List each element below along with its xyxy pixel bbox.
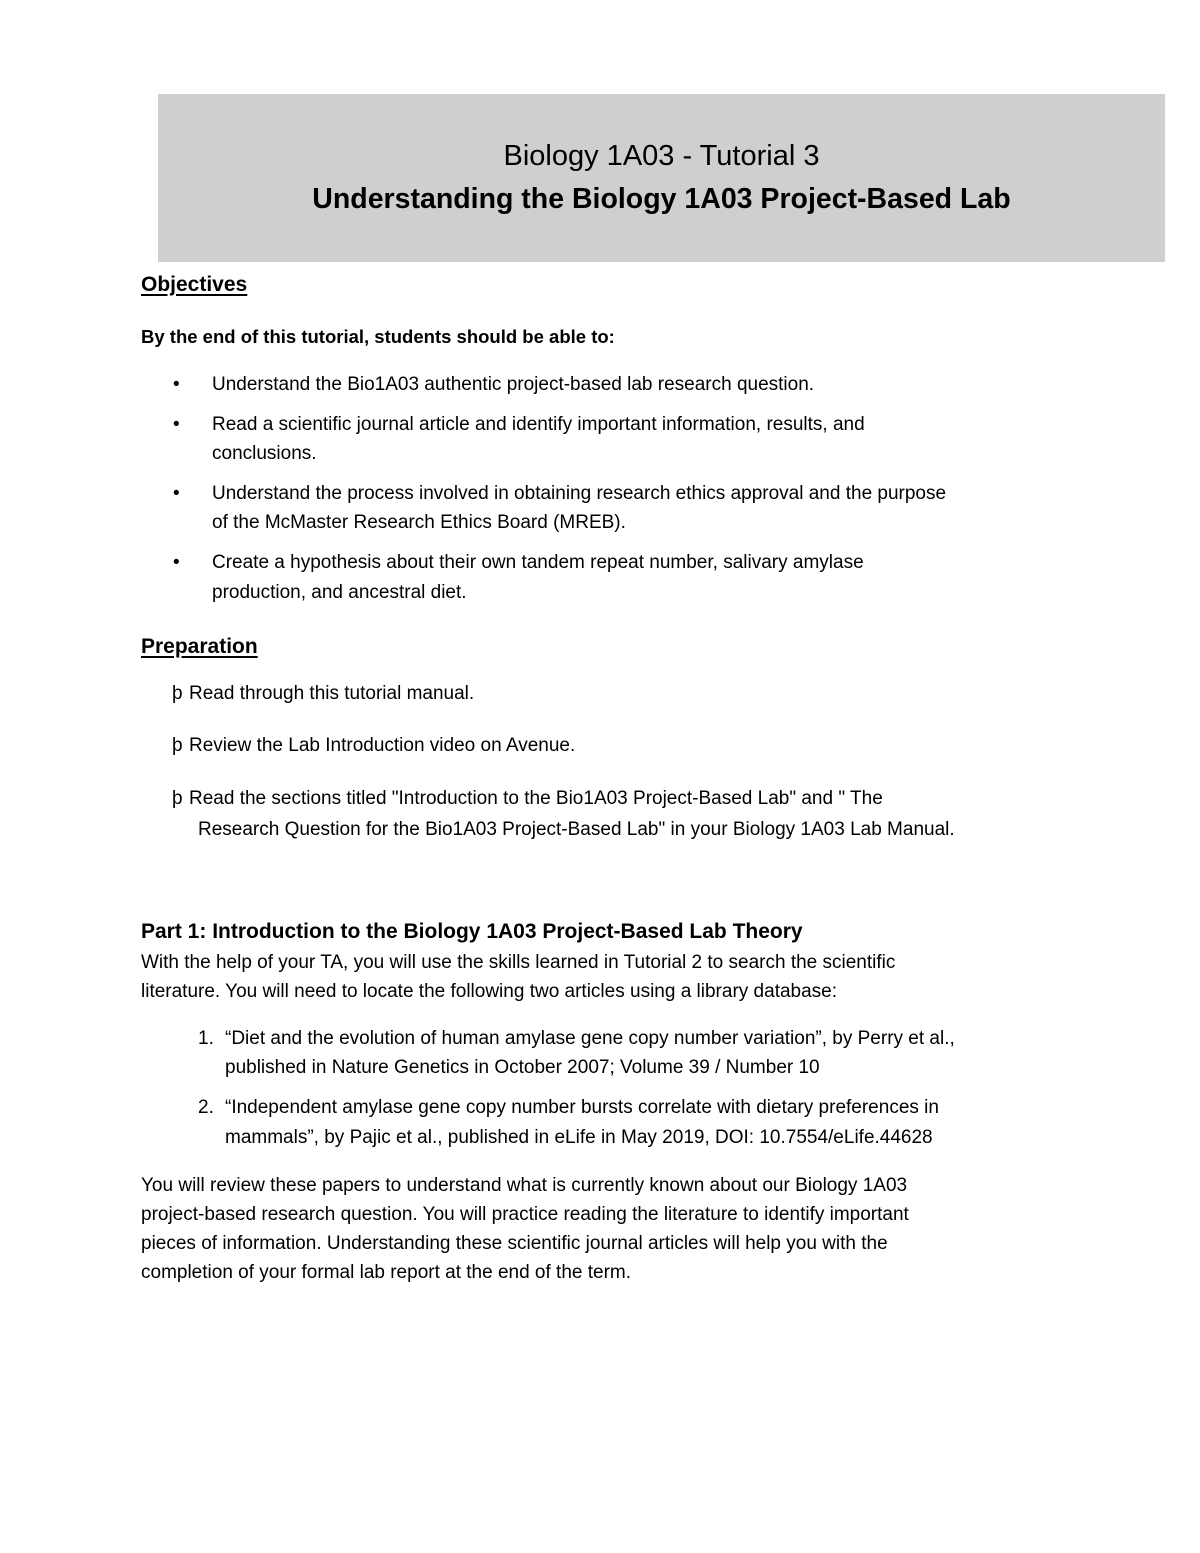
preparation-heading: Preparation <box>141 635 258 658</box>
article-line: mammals”, by Pajic et al., published in eLife in May 2019, DOI: 10.7554/eLife.44628 <box>225 1127 933 1148</box>
part1-closing-line: pieces of information. Understanding these scientific journal articles will help you with the <box>141 1233 888 1254</box>
document-title: Biology 1A03 - Tutorial 3 <box>503 140 820 172</box>
preparation-line: Read the sections titled "Introduction to the Bio1A03 Project-Based Lab" and " The <box>189 788 883 809</box>
preparation-line: Review the Lab Introduction video on Avenue. <box>189 735 576 756</box>
objective-line: conclusions. <box>212 443 317 464</box>
article-line: “Independent amylase gene copy number bursts correlate with dietary preferences in <box>225 1097 939 1118</box>
checkbox-icon: þ <box>172 683 183 704</box>
bullet-icon: • <box>173 374 180 395</box>
part1-closing-line: completion of your formal lab report at the end of the term. <box>141 1262 632 1283</box>
bullet-icon: • <box>173 552 180 573</box>
part1-intro-line: literature. You will need to locate the following two articles using a library database: <box>141 981 838 1002</box>
objective-line: production, and ancestral diet. <box>212 582 467 603</box>
preparation-line: Read through this tutorial manual. <box>189 683 475 704</box>
part1-intro-line: With the help of your TA, you will use the skills learned in Tutorial 2 to search the scientific <box>141 952 896 973</box>
checkbox-icon: þ <box>172 735 183 756</box>
title-box <box>158 94 1165 262</box>
objectives-lead: By the end of this tutorial, students should be able to: <box>141 326 615 347</box>
objectives-heading: Objectives <box>141 273 248 296</box>
part1-closing-line: project-based research question. You will practice reading the literature to identify important <box>141 1204 909 1225</box>
preparation-line: Research Question for the Bio1A03 Project-Based Lab" in your Biology 1A03 Lab Manual. <box>198 819 955 840</box>
objective-line: Understand the process involved in obtaining research ethics approval and the purpose <box>212 483 947 504</box>
article-line: “Diet and the evolution of human amylase gene copy number variation”, by Perry et al., <box>225 1028 955 1049</box>
objective-line: of the McMaster Research Ethics Board (MREB). <box>212 512 626 533</box>
article-line: published in Nature Genetics in October 2007; Volume 39 / Number 10 <box>225 1057 820 1078</box>
article-number: 1. <box>198 1028 214 1049</box>
checkbox-icon: þ <box>172 788 183 809</box>
part1-heading: Part 1: Introduction to the Biology 1A03 Project-Based Lab Theory <box>141 920 803 943</box>
document-subtitle: Understanding the Biology 1A03 Project-Based Lab <box>312 183 1011 215</box>
bullet-icon: • <box>173 414 180 435</box>
objective-line: Read a scientific journal article and identify important information, results, and <box>212 414 865 435</box>
part1-closing-line: You will review these papers to understand what is currently known about our Biology 1A03 <box>141 1175 908 1196</box>
objective-line: Understand the Bio1A03 authentic project-based lab research question. <box>212 374 815 395</box>
bullet-icon: • <box>173 483 180 504</box>
objective-line: Create a hypothesis about their own tandem repeat number, salivary amylase <box>212 552 864 573</box>
article-number: 2. <box>198 1097 214 1118</box>
